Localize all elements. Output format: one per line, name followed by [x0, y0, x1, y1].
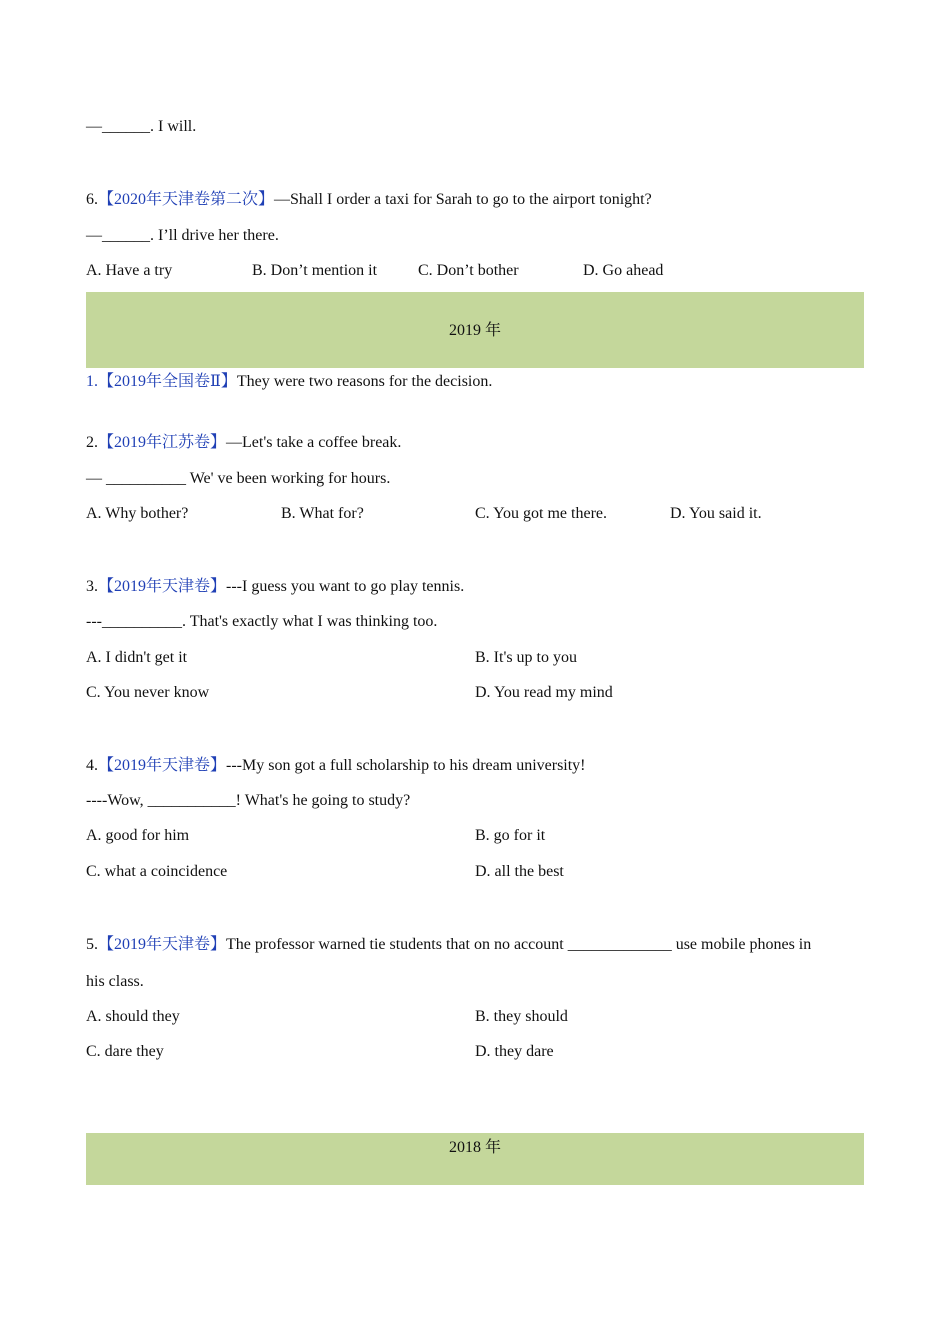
- option-b: B. they should: [475, 1008, 568, 1025]
- question-number: 5.: [86, 936, 98, 953]
- question-2-2019: [86, 433, 401, 453]
- question-source: 【2019年天津卷】: [98, 578, 227, 595]
- answer-line: —______. I will.: [86, 118, 197, 135]
- question-6-2020: [86, 190, 652, 210]
- question-source: 【2019年天津卷】: [98, 936, 227, 953]
- option-b: B. It's up to you: [475, 649, 577, 666]
- option-c: C. You got me there.: [475, 505, 607, 522]
- question-stem-continued: his class.: [86, 973, 144, 990]
- question-number: 3.: [86, 578, 98, 595]
- option-c: C. You never know: [86, 684, 210, 701]
- option-a: A. good for him: [86, 827, 190, 844]
- section-title: 2019 年: [448, 322, 501, 339]
- option-d: D. they dare: [475, 1043, 554, 1060]
- option-d: D. Go ahead: [583, 262, 664, 279]
- question-stem: ---My son got a full scholarship to his dream university!: [226, 757, 586, 774]
- question-4-2019: [86, 756, 586, 776]
- option-d: D. You said it.: [670, 505, 762, 522]
- option-a: A. Have a try: [86, 262, 173, 279]
- option-b: B. What for?: [281, 505, 364, 522]
- question-number: 4.: [86, 757, 98, 774]
- section-header-2018: [86, 1133, 864, 1185]
- question-number: 1.: [86, 373, 98, 390]
- question-stem: The professor warned tie students that on no account _____________ use mobile phones in: [226, 936, 812, 953]
- option-d: D. You read my mind: [475, 684, 613, 701]
- option-c: C. what a coincidence: [86, 863, 228, 880]
- question-stem: —Shall I order a taxi for Sarah to go to the airport tonight?: [274, 191, 652, 208]
- question-3-2019: [86, 577, 464, 597]
- section-title: 2018 年: [448, 1139, 501, 1156]
- question-stem: They were two reasons for the decision.: [236, 373, 493, 390]
- option-a: A. should they: [86, 1008, 180, 1025]
- option-b: B. go for it: [475, 827, 546, 844]
- question-source: 【2019年天津卷】: [98, 757, 227, 774]
- question-reply: — __________ We' ve been working for hours.: [86, 470, 391, 487]
- question-source: 【2020年天津卷第二次】: [98, 191, 275, 208]
- question-reply: ----Wow, ___________! What's he going to study?: [86, 792, 411, 809]
- question-stem: ---I guess you want to go play tennis.: [226, 578, 465, 595]
- option-c: C. dare they: [86, 1043, 164, 1060]
- option-c: C. Don’t bother: [418, 262, 519, 279]
- question-stem: —Let's take a coffee break.: [226, 434, 402, 451]
- option-b: B. Don’t mention it: [252, 262, 378, 279]
- question-reply: ---__________. That's exactly what I was thinking too.: [86, 613, 438, 630]
- question-1-2019: [86, 372, 492, 392]
- option-a: A. I didn't get it: [86, 649, 188, 666]
- question-source: 【2019年江苏卷】: [98, 434, 227, 451]
- question-number: 6.: [86, 191, 98, 208]
- option-d: D. all the best: [475, 863, 564, 880]
- option-a: A. Why bother?: [86, 505, 189, 522]
- question-number: 2.: [86, 434, 98, 451]
- question-source: 【2019年全国卷Ⅱ】: [98, 373, 237, 390]
- section-header-2019: [86, 292, 864, 368]
- question-reply: —______. I’ll drive her there.: [86, 227, 279, 244]
- question-5-2019: [86, 935, 811, 955]
